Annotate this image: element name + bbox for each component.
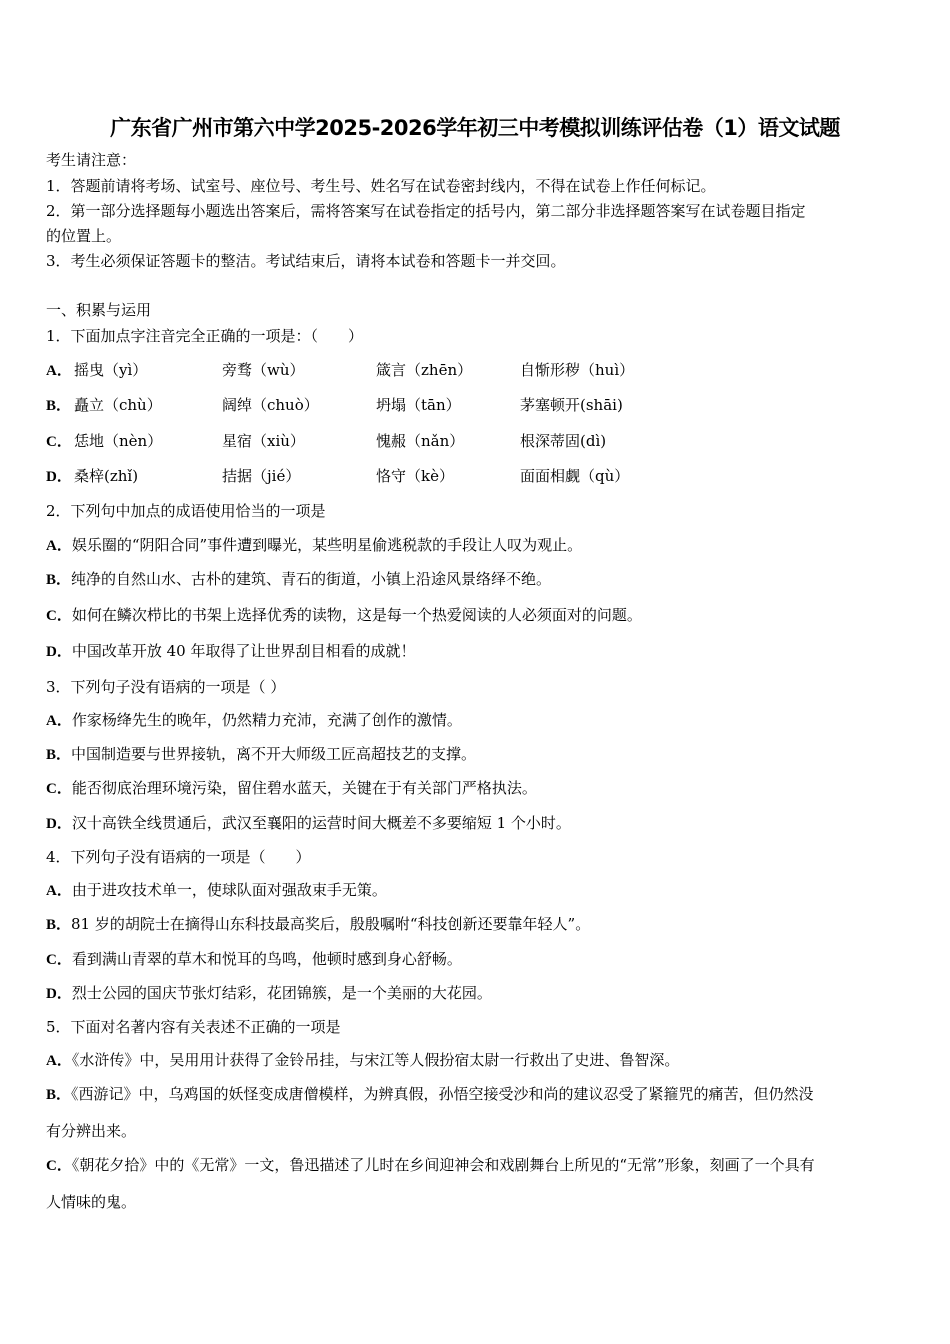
notice-item: 3．考生必须保证答题卡的整洁。考试结束后，请将本试卷和答题卡一并交回。 xyxy=(46,252,566,270)
option-label: C． xyxy=(46,952,72,968)
option-choice: 恁地（nèn） xyxy=(74,432,163,450)
option-text: 81 岁的胡院士在摘得山东科技最高奖后，殷殷嘱咐“科技创新还要靠年轻人”。 xyxy=(71,915,591,933)
option-choice: 箴言（zhēn） xyxy=(376,361,473,379)
option-label: C． xyxy=(46,1158,72,1174)
answer-option xyxy=(46,949,462,970)
option-choice: 阔绰（chuò） xyxy=(222,396,319,414)
option-choice: 旁骛（wù） xyxy=(222,361,305,379)
option-text-continued: 人情味的鬼。 xyxy=(46,1193,137,1211)
option-label: A． xyxy=(46,883,72,899)
option-label: A． xyxy=(46,538,72,554)
option-choice: 茅塞顿开(shāi) xyxy=(520,396,623,414)
option-label: A． xyxy=(46,713,72,729)
option-text: 能否彻底治理环境污染，留住碧水蓝天，关键在于有关部门严格执法。 xyxy=(71,779,537,797)
answer-option xyxy=(46,1050,679,1071)
option-choice: 星宿（xiù） xyxy=(222,432,305,450)
option-label: B． xyxy=(46,917,72,933)
option-choice: 坍塌（tān） xyxy=(376,396,461,414)
option-text: 如何在鳞次栉比的书架上选择优秀的读物，这是每一个热爱阅读的人必须面对的问题。 xyxy=(71,606,642,624)
answer-option xyxy=(46,535,582,556)
option-choice: 摇曳（yì） xyxy=(74,361,148,379)
option-text: 作家杨绛先生的晚年，仍然精力充沛，充满了创作的激情。 xyxy=(71,711,462,729)
section-heading: 一、积累与运用 xyxy=(46,301,152,319)
option-choice: 拮据（jié） xyxy=(222,467,301,485)
option-label: D． xyxy=(46,644,72,660)
option-text: 中国改革开放 40 年取得了让世界刮目相看的成就！ xyxy=(71,642,416,660)
answer-option xyxy=(46,1155,815,1176)
option-text: 看到满山青翠的草木和悦耳的鸟鸣，他顿时感到身心舒畅。 xyxy=(71,950,462,968)
answer-option xyxy=(46,605,642,626)
option-label: B． xyxy=(46,747,72,763)
option-choice: 愧赧（nǎn） xyxy=(376,432,465,450)
option-text: 汉十高铁全线贯通后，武汉至襄阳的运营时间大概差不多要缩短 1 个小时。 xyxy=(71,814,571,832)
answer-option xyxy=(46,569,551,590)
option-text: 由于进攻技术单一，使球队面对强敌束手无策。 xyxy=(71,881,387,899)
option-label: D． xyxy=(46,986,72,1002)
answer-option xyxy=(46,983,492,1004)
answer-option xyxy=(46,914,590,935)
option-text: 娱乐圈的“阴阳合同”事件遭到曝光，某些明星偷逃税款的手段让人叹为观止。 xyxy=(71,536,583,554)
answer-option xyxy=(46,880,387,901)
option-label: C． xyxy=(46,434,72,450)
question-stem: 1．下面加点字注音完全正确的一项是：（ ） xyxy=(46,327,364,345)
option-label: C． xyxy=(46,781,72,797)
option-text: 《西游记》中，乌鸡国的妖怪变成唐僧模样，为辨真假，孙悟空接受沙和尚的建议忍受了紧箍咒的痛苦，但仍然没 xyxy=(71,1085,814,1103)
answer-option xyxy=(46,1084,814,1105)
option-label: D． xyxy=(46,469,72,485)
question-stem: 2．下列句中加点的成语使用恰当的一项是 xyxy=(46,502,326,520)
question-stem: 5．下面对名著内容有关表述不正确的一项是 xyxy=(46,1018,341,1036)
option-choice: 自惭形秽（huì） xyxy=(520,361,635,379)
notice-item: 1．答题前请将考场、试室号、座位号、考生号、姓名写在试卷密封线内，不得在试卷上作任何标记。 xyxy=(46,177,716,195)
answer-option xyxy=(46,641,415,662)
option-label: D． xyxy=(46,816,72,832)
answer-option xyxy=(46,710,462,731)
notice-heading: 考生请注意： xyxy=(46,151,137,169)
option-label: B． xyxy=(46,398,72,414)
option-choice: 桑梓(zhǐ) xyxy=(74,467,139,485)
option-text: 纯净的自然山水、古朴的建筑、青石的街道，小镇上沿途风景络绎不绝。 xyxy=(71,570,552,588)
page-title: 广东省广州市第六中学2025-2026学年初三中考模拟训练评估卷（1）语文试题 xyxy=(110,116,840,140)
question-stem: 4．下列句子没有语病的一项是（ ） xyxy=(46,848,311,866)
question-stem: 3．下列句子没有语病的一项是（ ） xyxy=(46,678,286,696)
option-choice: 面面相觑（qù） xyxy=(520,467,630,485)
option-choice: 矗立（chù） xyxy=(74,396,162,414)
option-text: 烈士公园的国庆节张灯结彩，花团锦簇，是一个美丽的大花园。 xyxy=(71,984,492,1002)
option-text-continued: 有分辨出来。 xyxy=(46,1122,137,1140)
option-label: A． xyxy=(46,363,72,379)
option-text: 《水浒传》中，吴用用计获得了金铃吊挂，与宋江等人假扮宿太尉一行救出了史进、鲁智深。 xyxy=(71,1051,680,1069)
option-text: 中国制造要与世界接轨，离不开大师级工匠高超技艺的支撑。 xyxy=(71,745,477,763)
answer-option xyxy=(46,744,476,765)
option-choice: 恪守（kè） xyxy=(376,467,454,485)
notice-item: 的位置上。 xyxy=(46,227,122,245)
answer-option xyxy=(46,813,571,834)
option-choice: 根深蒂固(dì) xyxy=(520,432,607,450)
option-label: B． xyxy=(46,1087,72,1103)
option-label: B． xyxy=(46,572,72,588)
answer-option xyxy=(46,778,537,799)
option-label: A． xyxy=(46,1053,72,1069)
option-label: C． xyxy=(46,608,72,624)
option-text: 《朝花夕拾》中的《无常》一文，鲁迅描述了儿时在乡间迎神会和戏剧舞台上所见的“无常”形象，刻画了一个具有 xyxy=(71,1156,815,1174)
notice-item: 2．第一部分选择题每小题选出答案后，需将答案写在试卷指定的括号内，第二部分非选择题答案写在试卷题目指定 xyxy=(46,202,806,220)
